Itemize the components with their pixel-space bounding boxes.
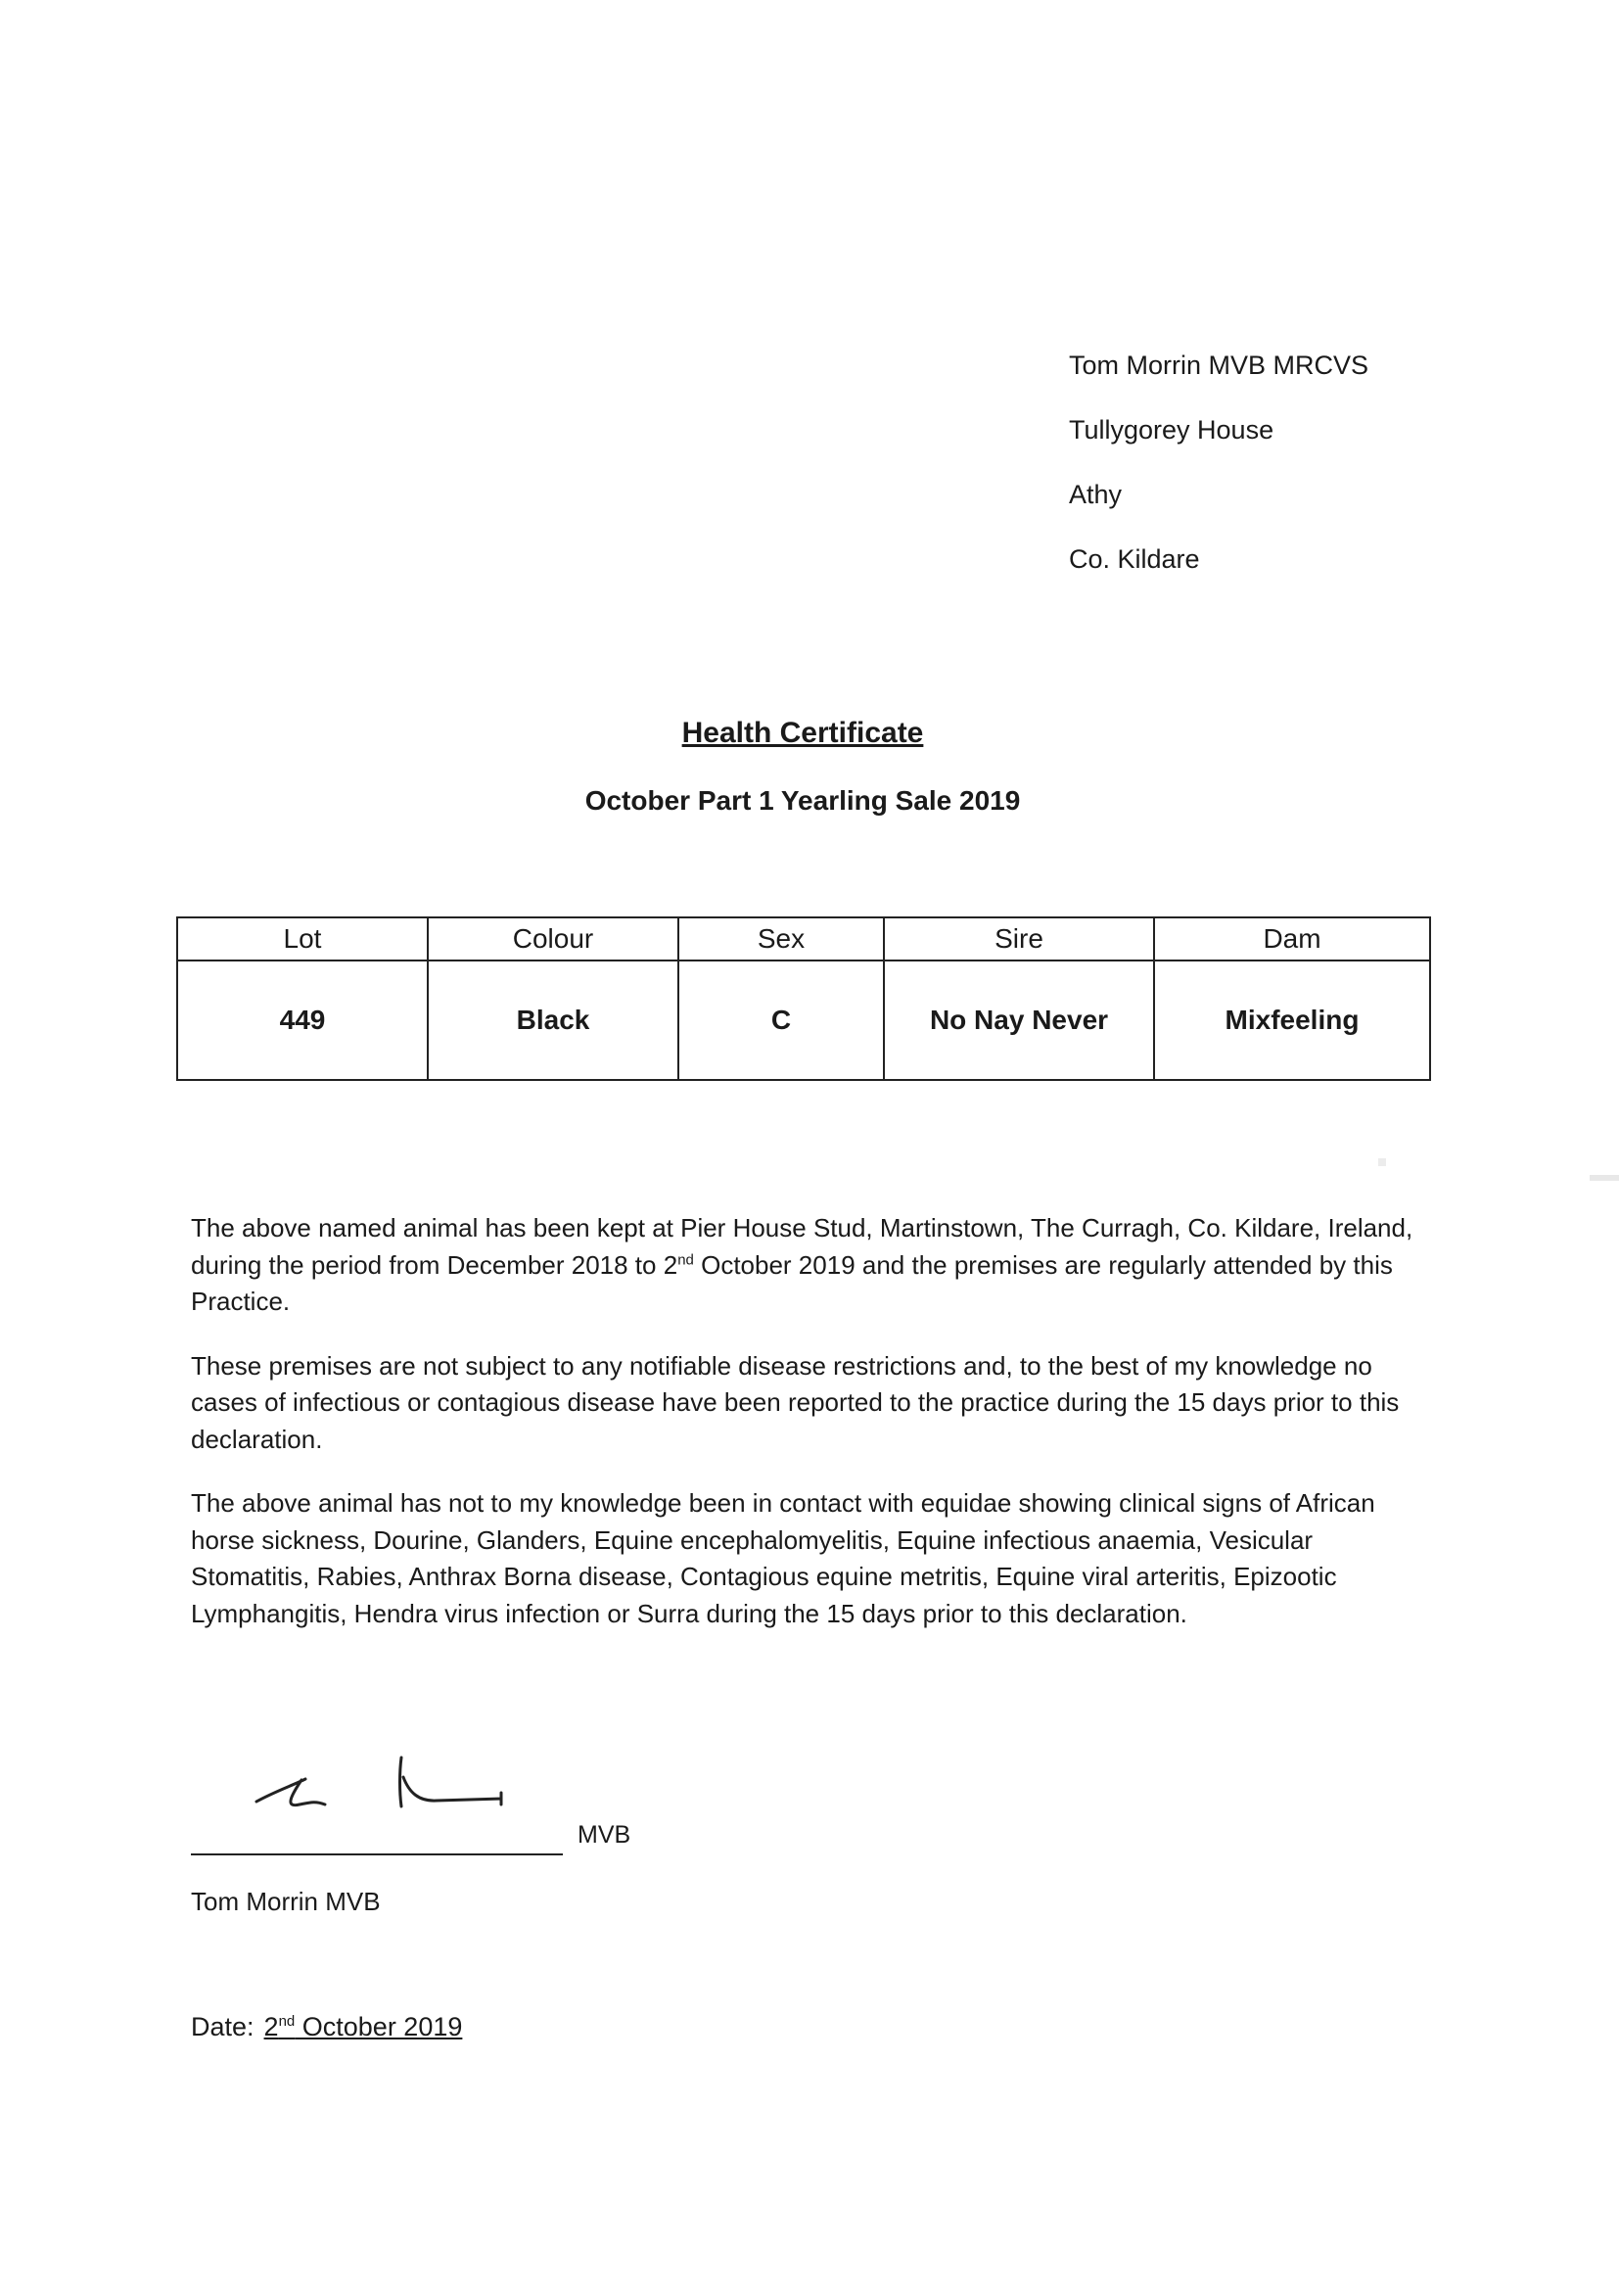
header-sire: Sire bbox=[884, 917, 1154, 961]
date-ordinal: nd bbox=[278, 2013, 296, 2030]
declaration-paragraph-premises bbox=[191, 1210, 1434, 1321]
cell-lot: 449 bbox=[177, 961, 428, 1080]
header-lot: Lot bbox=[177, 917, 428, 961]
declaration-paragraph-restrictions: These premises are not subject to any notifiable disease restrictions and, to the best of my knowledge no cases of infectious or contagious disease have been reported to the practice during the 15 days prior to this declaration. bbox=[191, 1350, 1400, 1454]
declaration-body bbox=[191, 1210, 1434, 1660]
scan-speck bbox=[1378, 1158, 1386, 1166]
cell-sex: C bbox=[678, 961, 884, 1080]
declaration-paragraph-contact: The above animal has not to my knowledge been in contact with equidae showing clinical signs of African horse sickness, Dourine, Glanders, Equine encephalomyelitis, Equine infectious anaemia, Vesicular Stomatitis, Rabies, Anthrax Borna disease, Contagious equine metritis, Equine viral arteritis, Epizootic Lymphangitis, Hendra virus infection or Surra during the 15 days prior to this declaration. bbox=[191, 1488, 1375, 1628]
scan-speck bbox=[1590, 1175, 1619, 1181]
signature-suffix: MVB bbox=[578, 1821, 631, 1849]
sender-address-line2: Athy bbox=[1069, 480, 1123, 509]
sender-address-line1: Tullygorey House bbox=[1069, 415, 1274, 445]
horse-details-table bbox=[176, 916, 1431, 1081]
cell-colour: Black bbox=[428, 961, 678, 1080]
handwritten-signature bbox=[245, 1748, 538, 1816]
paragraph-text: October 2019 and the premises are regularly attended by this Practice. bbox=[191, 1249, 1393, 1316]
header-colour: Colour bbox=[428, 917, 678, 961]
table-row bbox=[177, 961, 1430, 1080]
cell-dam: Mixfeeling bbox=[1154, 961, 1430, 1080]
document-title: Health Certificate bbox=[681, 717, 924, 749]
paragraph-text: The above named animal has been kept at Pier House Stud, Martinstown, The Curragh, Co. Kildare, Ireland, during the period from December 2018 to 2 bbox=[191, 1213, 1413, 1280]
sender-address-line3: Co. Kildare bbox=[1069, 544, 1200, 574]
table-header-row bbox=[177, 917, 1430, 961]
date-value bbox=[264, 2012, 463, 2041]
date-day: 2 bbox=[263, 2012, 279, 2041]
date-label: Date: bbox=[191, 2012, 254, 2041]
date-line bbox=[191, 2012, 462, 2042]
date-month-year: October 2019 bbox=[295, 2012, 463, 2041]
sender-name: Tom Morrin MVB MRCVS bbox=[1069, 351, 1369, 380]
header-dam: Dam bbox=[1154, 917, 1430, 961]
header-sex: Sex bbox=[678, 917, 884, 961]
cell-sire: No Nay Never bbox=[884, 961, 1154, 1080]
sender-address bbox=[1069, 333, 1368, 591]
document-subtitle: October Part 1 Yearling Sale 2019 bbox=[584, 785, 1021, 816]
signatory-name: Tom Morrin MVB bbox=[191, 1887, 381, 1916]
ordinal-suffix: nd bbox=[677, 1250, 694, 1268]
signature-line bbox=[191, 1853, 563, 1855]
